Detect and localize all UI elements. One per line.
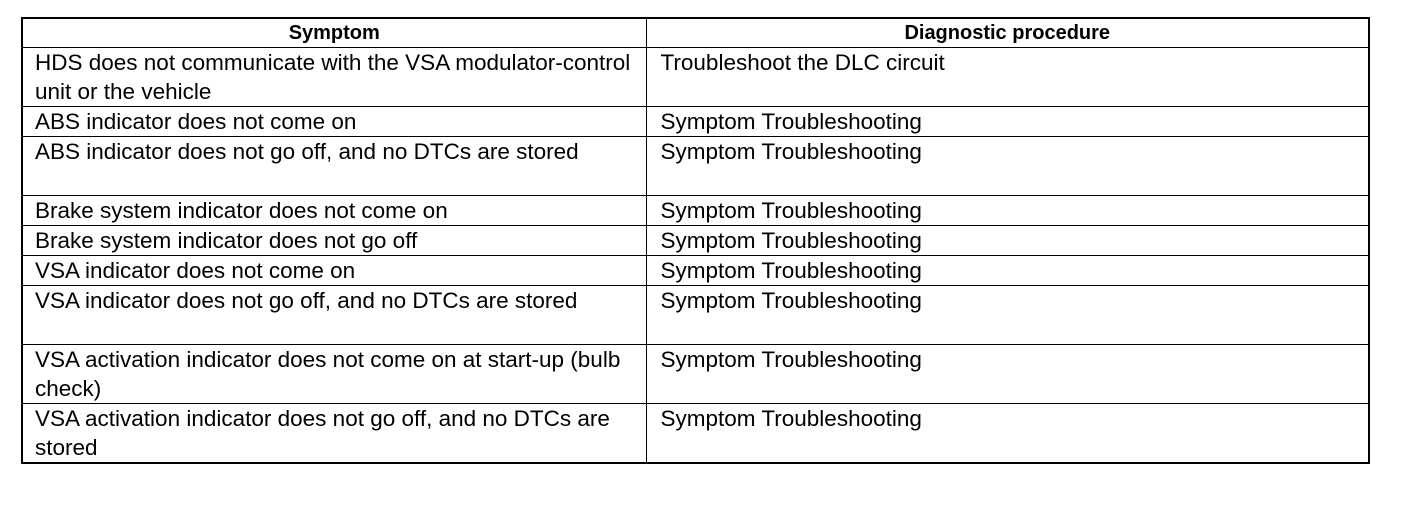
column-header-diagnostic-procedure: Diagnostic procedure xyxy=(646,18,1369,48)
table-row xyxy=(22,48,1369,107)
procedure-cell: Symptom Troubleshooting xyxy=(646,286,1369,345)
procedure-cell: Symptom Troubleshooting xyxy=(646,196,1369,226)
table-row xyxy=(22,345,1369,404)
symptom-cell: VSA activation indicator does not go off, and no DTCs are stored xyxy=(22,404,646,464)
symptom-cell: Brake system indicator does not come on xyxy=(22,196,646,226)
table-row xyxy=(22,286,1369,345)
symptom-diagnostic-table xyxy=(21,17,1370,464)
procedure-cell: Symptom Troubleshooting xyxy=(646,107,1369,137)
symptom-cell: ABS indicator does not go off, and no DTCs are stored xyxy=(22,137,646,196)
column-header-symptom: Symptom xyxy=(22,18,646,48)
table-row xyxy=(22,226,1369,256)
procedure-cell: Symptom Troubleshooting xyxy=(646,256,1369,286)
symptom-cell: VSA indicator does not come on xyxy=(22,256,646,286)
table-row xyxy=(22,404,1369,464)
table-row xyxy=(22,107,1369,137)
table-header-row xyxy=(22,18,1369,48)
procedure-cell: Symptom Troubleshooting xyxy=(646,404,1369,464)
table-row xyxy=(22,256,1369,286)
symptom-cell: Brake system indicator does not go off xyxy=(22,226,646,256)
procedure-cell: Symptom Troubleshooting xyxy=(646,226,1369,256)
table-row xyxy=(22,137,1369,196)
symptom-cell: ABS indicator does not come on xyxy=(22,107,646,137)
procedure-cell: Symptom Troubleshooting xyxy=(646,345,1369,404)
symptom-cell: VSA activation indicator does not come on at start-up (bulb check) xyxy=(22,345,646,404)
symptom-cell: VSA indicator does not go off, and no DTCs are stored xyxy=(22,286,646,345)
table-row xyxy=(22,196,1369,226)
procedure-cell: Troubleshoot the DLC circuit xyxy=(646,48,1369,107)
symptom-cell: HDS does not communicate with the VSA modulator-control unit or the vehicle xyxy=(22,48,646,107)
procedure-cell: Symptom Troubleshooting xyxy=(646,137,1369,196)
